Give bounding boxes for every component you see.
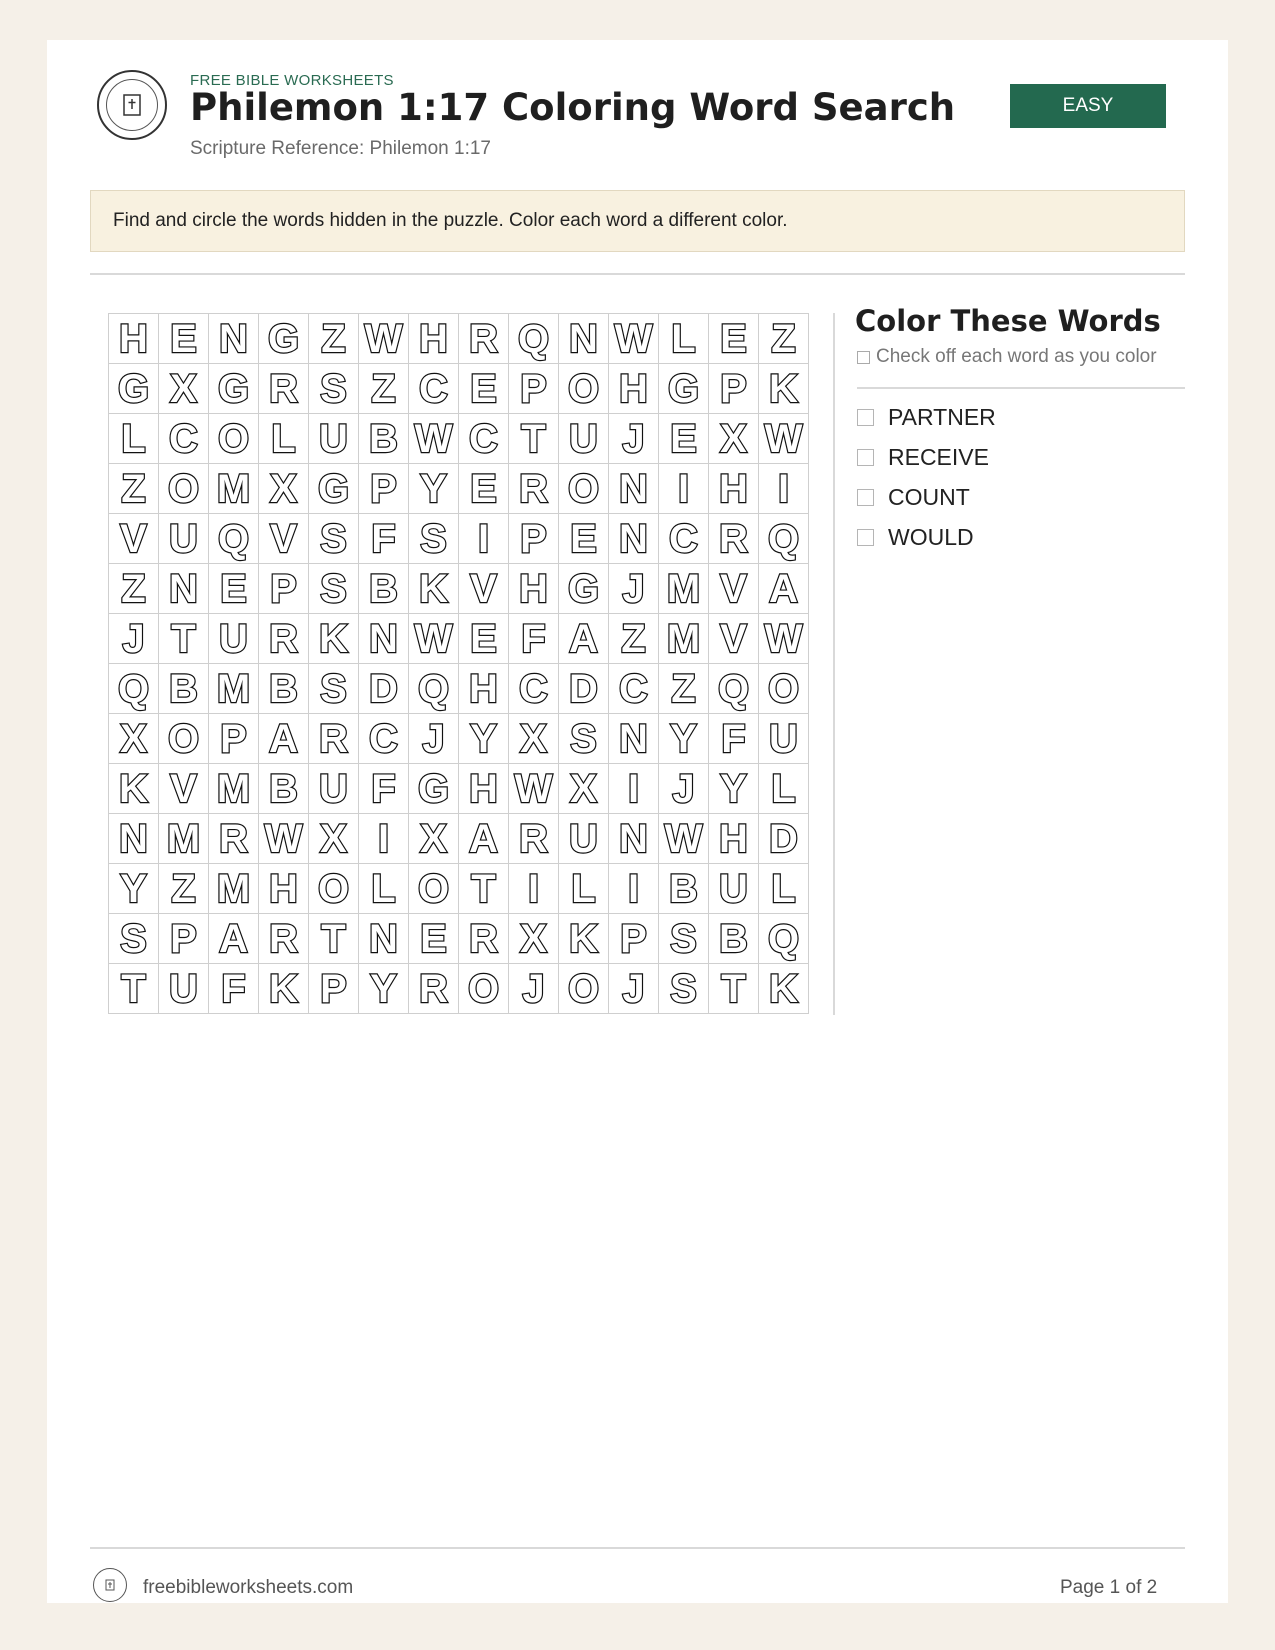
grid-letter[interactable]: S xyxy=(309,364,359,414)
grid-letter[interactable]: J xyxy=(509,964,559,1014)
grid-letter[interactable]: P xyxy=(159,914,209,964)
word-checkbox[interactable] xyxy=(857,449,874,466)
grid-letter[interactable]: M xyxy=(659,564,709,614)
grid-letter[interactable]: B xyxy=(259,764,309,814)
grid-letter[interactable]: D xyxy=(559,664,609,714)
grid-letter[interactable]: T xyxy=(159,614,209,664)
word-search-grid xyxy=(108,313,809,1014)
grid-letter[interactable]: H xyxy=(709,814,759,864)
grid-letter[interactable]: N xyxy=(609,714,659,764)
grid-letter[interactable]: H xyxy=(709,464,759,514)
grid-letter[interactable]: Y xyxy=(409,464,459,514)
grid-letter[interactable]: C xyxy=(459,414,509,464)
grid-letter[interactable]: S xyxy=(659,914,709,964)
word-list-item[interactable] xyxy=(857,477,996,517)
grid-letter[interactable]: M xyxy=(209,464,259,514)
grid-letter[interactable]: P xyxy=(359,464,409,514)
grid-letter[interactable]: Z xyxy=(759,314,809,364)
grid-letter[interactable]: I xyxy=(659,464,709,514)
grid-letter[interactable]: Z xyxy=(109,464,159,514)
grid-letter[interactable]: U xyxy=(709,864,759,914)
grid-letter[interactable]: N xyxy=(609,814,659,864)
grid-letter[interactable]: R xyxy=(709,514,759,564)
grid-letter[interactable]: R xyxy=(259,614,309,664)
site-logo xyxy=(97,70,167,140)
grid-letter[interactable]: U xyxy=(309,414,359,464)
grid-letter[interactable]: K xyxy=(109,764,159,814)
grid-letter[interactable]: W xyxy=(759,414,809,464)
grid-letter[interactable]: U xyxy=(209,614,259,664)
grid-letter[interactable]: N xyxy=(359,614,409,664)
grid-letter[interactable]: K xyxy=(759,964,809,1014)
grid-letter[interactable]: Y xyxy=(359,964,409,1014)
grid-letter[interactable]: I xyxy=(609,764,659,814)
grid-letter[interactable]: R xyxy=(509,814,559,864)
grid-letter[interactable]: P xyxy=(709,364,759,414)
grid-letter[interactable]: K xyxy=(409,564,459,614)
grid-letter[interactable]: N xyxy=(109,814,159,864)
grid-letter[interactable]: A xyxy=(459,814,509,864)
grid-letter[interactable]: K xyxy=(759,364,809,414)
grid-letter[interactable]: X xyxy=(259,464,309,514)
grid-letter[interactable]: P xyxy=(259,564,309,614)
grid-letter[interactable]: H xyxy=(259,864,309,914)
grid-letter[interactable]: R xyxy=(309,714,359,764)
grid-letter[interactable]: L xyxy=(359,864,409,914)
grid-letter[interactable]: I xyxy=(359,814,409,864)
word-checkbox[interactable] xyxy=(857,409,874,426)
grid-letter[interactable]: O xyxy=(409,864,459,914)
bible-icon xyxy=(106,79,158,131)
word-list-item[interactable] xyxy=(857,517,996,557)
grid-letter[interactable]: V xyxy=(159,764,209,814)
grid-letter[interactable]: N xyxy=(159,564,209,614)
divider xyxy=(90,1547,1185,1549)
grid-letter[interactable]: H xyxy=(509,564,559,614)
page-title: Philemon 1:17 Coloring Word Search xyxy=(190,86,956,129)
grid-letter[interactable]: M xyxy=(209,864,259,914)
grid-letter[interactable]: G xyxy=(309,464,359,514)
grid-letter[interactable]: R xyxy=(259,364,309,414)
grid-letter[interactable]: Y xyxy=(659,714,709,764)
grid-letter[interactable]: O xyxy=(559,964,609,1014)
grid-letter[interactable]: G xyxy=(659,364,709,414)
grid-letter[interactable]: G xyxy=(209,364,259,414)
grid-letter[interactable]: Q xyxy=(509,314,559,364)
grid-letter[interactable]: X xyxy=(409,814,459,864)
grid-letter[interactable]: W xyxy=(359,314,409,364)
difficulty-badge: EASY xyxy=(1010,84,1166,128)
grid-letter[interactable]: S xyxy=(309,514,359,564)
grid-letter[interactable]: Q xyxy=(759,514,809,564)
grid-letter[interactable]: L xyxy=(659,314,709,364)
grid-letter[interactable]: I xyxy=(609,864,659,914)
grid-letter[interactable]: Z xyxy=(109,564,159,614)
grid-letter[interactable]: E xyxy=(659,414,709,464)
grid-letter[interactable]: J xyxy=(659,764,709,814)
grid-letter[interactable]: W xyxy=(509,764,559,814)
grid-letter[interactable]: X xyxy=(509,714,559,764)
grid-letter[interactable]: E xyxy=(209,564,259,614)
grid-letter[interactable]: E xyxy=(159,314,209,364)
grid-letter[interactable]: V xyxy=(259,514,309,564)
scripture-reference: Scripture Reference: Philemon 1:17 xyxy=(190,138,491,159)
word-list-item[interactable] xyxy=(857,397,996,437)
grid-letter[interactable]: C xyxy=(359,714,409,764)
word-label: WOULD xyxy=(888,523,974,550)
grid-letter[interactable]: C xyxy=(609,664,659,714)
grid-letter[interactable]: J xyxy=(609,964,659,1014)
grid-letter[interactable]: M xyxy=(209,764,259,814)
footer-url[interactable]: freebibleworksheets.com xyxy=(143,1577,354,1598)
grid-letter[interactable]: L xyxy=(109,414,159,464)
grid-letter[interactable]: P xyxy=(509,364,559,414)
grid-letter[interactable]: T xyxy=(509,414,559,464)
grid-letter[interactable]: B xyxy=(659,864,709,914)
grid-letter[interactable]: U xyxy=(559,414,609,464)
grid-letter[interactable]: E xyxy=(409,914,459,964)
grid-letter[interactable]: X xyxy=(159,364,209,414)
grid-letter[interactable]: N xyxy=(559,314,609,364)
checkbox-icon xyxy=(857,351,870,364)
grid-letter[interactable]: I xyxy=(759,464,809,514)
word-label: COUNT xyxy=(888,483,970,510)
grid-letter[interactable]: Q xyxy=(709,664,759,714)
grid-letter[interactable]: X xyxy=(509,914,559,964)
grid-letter[interactable]: P xyxy=(509,514,559,564)
grid-letter[interactable]: V xyxy=(109,514,159,564)
grid-letter[interactable]: S xyxy=(659,964,709,1014)
word-checkbox[interactable] xyxy=(857,489,874,506)
divider xyxy=(857,387,1185,389)
grid-letter[interactable]: K xyxy=(559,914,609,964)
grid-letter[interactable]: C xyxy=(659,514,709,564)
grid-letter[interactable]: A xyxy=(759,564,809,614)
grid-letter[interactable]: O xyxy=(559,364,609,414)
grid-letter[interactable]: O xyxy=(559,464,609,514)
grid-letter[interactable]: X xyxy=(559,764,609,814)
grid-letter[interactable]: Z xyxy=(609,614,659,664)
grid-letter[interactable]: O xyxy=(209,414,259,464)
grid-letter[interactable]: Z xyxy=(309,314,359,364)
grid-letter[interactable]: C xyxy=(409,364,459,414)
word-list-hint-text: Check off each word as you color xyxy=(876,346,1157,367)
grid-letter[interactable]: Q xyxy=(759,914,809,964)
grid-letter[interactable]: O xyxy=(309,864,359,914)
grid-letter[interactable]: S xyxy=(109,914,159,964)
grid-letter[interactable]: T xyxy=(459,864,509,914)
footer-logo-icon xyxy=(93,1568,127,1602)
grid-letter[interactable]: A xyxy=(259,714,309,764)
grid-letter[interactable]: E xyxy=(459,464,509,514)
grid-letter[interactable]: H xyxy=(459,764,509,814)
grid-letter[interactable]: T xyxy=(109,964,159,1014)
grid-letter[interactable]: B xyxy=(159,664,209,714)
grid-letter[interactable]: W xyxy=(409,414,459,464)
grid-letter[interactable]: V xyxy=(709,564,759,614)
grid-letter[interactable]: J xyxy=(609,564,659,614)
grid-letter[interactable]: N xyxy=(209,314,259,364)
grid-letter[interactable]: G xyxy=(259,314,309,364)
grid-letter[interactable]: Q xyxy=(209,514,259,564)
grid-letter[interactable]: W xyxy=(609,314,659,364)
grid-letter[interactable]: J xyxy=(409,714,459,764)
grid-letter[interactable]: D xyxy=(759,814,809,864)
grid-letter[interactable]: F xyxy=(359,514,409,564)
grid-letter[interactable]: M xyxy=(159,814,209,864)
word-label: RECEIVE xyxy=(888,443,989,470)
grid-letter[interactable]: E xyxy=(559,514,609,564)
grid-letter[interactable]: R xyxy=(409,964,459,1014)
grid-letter[interactable]: X xyxy=(309,814,359,864)
grid-letter[interactable]: H xyxy=(109,314,159,364)
grid-letter[interactable]: L xyxy=(559,864,609,914)
grid-letter[interactable]: F xyxy=(509,614,559,664)
grid-letter[interactable]: V xyxy=(709,614,759,664)
grid-letter[interactable]: M xyxy=(659,614,709,664)
grid-letter[interactable]: T xyxy=(709,964,759,1014)
word-checkbox[interactable] xyxy=(857,529,874,546)
grid-letter[interactable]: E xyxy=(709,314,759,364)
grid-letter[interactable]: H xyxy=(459,664,509,714)
word-list-item[interactable] xyxy=(857,437,996,477)
grid-letter[interactable]: U xyxy=(159,964,209,1014)
grid-letter[interactable]: L xyxy=(759,764,809,814)
grid-letter[interactable]: G xyxy=(559,564,609,614)
grid-letter[interactable]: R xyxy=(459,914,509,964)
grid-letter[interactable]: M xyxy=(209,664,259,714)
grid-letter[interactable]: L xyxy=(259,414,309,464)
grid-letter[interactable]: T xyxy=(309,914,359,964)
grid-letter[interactable]: B xyxy=(359,414,409,464)
grid-letter[interactable]: E xyxy=(459,364,509,414)
grid-letter[interactable]: Y xyxy=(109,864,159,914)
grid-letter[interactable]: U xyxy=(159,514,209,564)
grid-letter[interactable]: R xyxy=(509,464,559,514)
grid-letter[interactable]: A xyxy=(209,914,259,964)
grid-letter[interactable]: C xyxy=(509,664,559,714)
grid-letter[interactable]: Z xyxy=(159,864,209,914)
grid-letter[interactable]: Y xyxy=(459,714,509,764)
grid-letter[interactable]: U xyxy=(559,814,609,864)
worksheet-page xyxy=(47,40,1228,1603)
grid-letter[interactable]: B xyxy=(359,564,409,614)
grid-letter[interactable]: P xyxy=(609,914,659,964)
grid-letter[interactable]: I xyxy=(509,864,559,914)
grid-letter[interactable]: E xyxy=(459,614,509,664)
grid-letter[interactable]: G xyxy=(409,764,459,814)
grid-letter[interactable]: R xyxy=(259,914,309,964)
grid-letter[interactable]: W xyxy=(759,614,809,664)
grid-letter[interactable]: N xyxy=(609,514,659,564)
grid-letter[interactable]: W xyxy=(659,814,709,864)
grid-letter[interactable]: L xyxy=(759,864,809,914)
grid-letter[interactable]: N xyxy=(609,464,659,514)
grid-letter[interactable]: V xyxy=(459,564,509,614)
grid-letter[interactable]: Q xyxy=(109,664,159,714)
instructions-box xyxy=(90,190,1185,252)
grid-letter[interactable]: F xyxy=(709,714,759,764)
grid-letter[interactable]: J xyxy=(109,614,159,664)
grid-letter[interactable]: C xyxy=(159,414,209,464)
grid-letter[interactable]: O xyxy=(459,964,509,1014)
grid-letter[interactable]: F xyxy=(209,964,259,1014)
grid-letter[interactable]: Y xyxy=(709,764,759,814)
word-list-title: Color These Words xyxy=(855,304,1161,338)
vertical-divider xyxy=(833,313,835,1015)
grid-letter[interactable]: A xyxy=(559,614,609,664)
word-list xyxy=(857,397,996,557)
grid-letter[interactable]: G xyxy=(109,364,159,414)
grid-letter[interactable]: K xyxy=(259,964,309,1014)
grid-letter[interactable]: S xyxy=(309,564,359,614)
grid-letter[interactable]: K xyxy=(309,614,359,664)
grid-letter[interactable]: F xyxy=(359,764,409,814)
grid-letter[interactable]: B xyxy=(259,664,309,714)
grid-letter[interactable]: Z xyxy=(659,664,709,714)
word-label: PARTNER xyxy=(888,403,996,430)
divider xyxy=(90,273,1185,275)
grid-letter[interactable]: S xyxy=(309,664,359,714)
grid-letter[interactable]: Q xyxy=(409,664,459,714)
grid-letter[interactable]: N xyxy=(359,914,409,964)
grid-letter[interactable]: H xyxy=(409,314,459,364)
page-number: Page 1 of 2 xyxy=(1060,1577,1158,1598)
grid-letter[interactable]: S xyxy=(409,514,459,564)
grid-letter[interactable]: I xyxy=(459,514,509,564)
grid-letter[interactable]: U xyxy=(759,714,809,764)
grid-letter[interactable]: X xyxy=(109,714,159,764)
instructions-text: Find and circle the words hidden in the puzzle. Color each word a different color. xyxy=(113,210,788,231)
site-eyebrow: FREE BIBLE WORKSHEETS xyxy=(190,72,394,89)
grid-letter[interactable]: R xyxy=(459,314,509,364)
grid-letter[interactable]: Z xyxy=(359,364,409,414)
word-list-hint xyxy=(857,346,1157,368)
grid-letter[interactable]: O xyxy=(759,664,809,714)
grid-letter[interactable]: P xyxy=(309,964,359,1014)
grid-letter[interactable]: P xyxy=(209,714,259,764)
grid-letter[interactable]: B xyxy=(709,914,759,964)
grid-letter[interactable]: J xyxy=(609,414,659,464)
grid-letter[interactable]: S xyxy=(559,714,609,764)
grid-letter[interactable]: H xyxy=(609,364,659,414)
grid-letter[interactable]: X xyxy=(709,414,759,464)
grid-letter[interactable]: U xyxy=(309,764,359,814)
grid-letter[interactable]: R xyxy=(209,814,259,864)
grid-letter[interactable]: D xyxy=(359,664,409,714)
grid-letter[interactable]: O xyxy=(159,464,209,514)
grid-letter[interactable]: O xyxy=(159,714,209,764)
grid-letter[interactable]: W xyxy=(259,814,309,864)
grid-letter[interactable]: W xyxy=(409,614,459,664)
